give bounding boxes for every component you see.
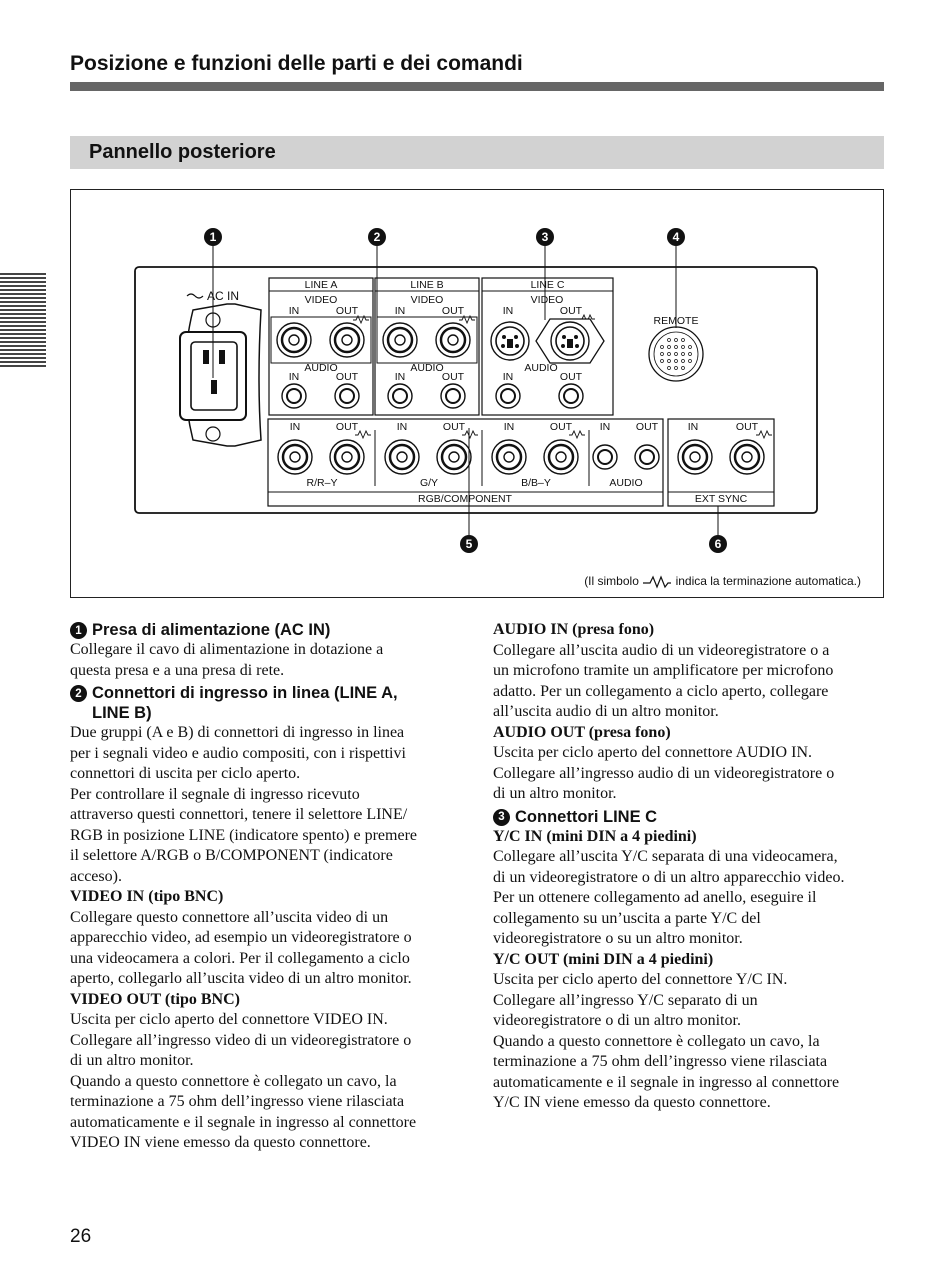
- ac-pin: [203, 350, 209, 364]
- mini-din-pin: [561, 344, 565, 348]
- remote-label: REMOTE: [653, 315, 699, 327]
- callout-number-icon: 2: [70, 685, 87, 702]
- mini-din-pin: [502, 335, 506, 339]
- paragraph-line: Per controllare il segnale di ingresso ricevuto: [70, 785, 360, 803]
- paragraph-line: all’uscita audio di un altro monitor.: [493, 703, 719, 720]
- paragraph-line: VIDEO IN viene emesso da questo connettore.: [70, 1134, 371, 1151]
- remote-pin: [689, 353, 692, 356]
- phono-ring: [598, 450, 612, 464]
- section-bar: [70, 136, 884, 169]
- bnc-pin: [290, 452, 300, 462]
- paragraph-line: collegamento su un’uscita a parte Y/C del: [493, 909, 761, 927]
- audio-out-label: OUT: [559, 371, 583, 383]
- section-heading-text: [92, 620, 330, 640]
- ext-sync-label: EXT SYNC: [694, 493, 748, 505]
- remote-pin: [682, 353, 685, 356]
- paragraph: [70, 908, 462, 990]
- paragraph-line: videoregistratore o su un altro monitor.: [493, 930, 743, 947]
- rgb-in-label: IN: [289, 421, 301, 433]
- bnc-pin: [556, 452, 566, 462]
- figure-note: [584, 574, 861, 589]
- audio-in-label: IN: [288, 371, 300, 383]
- rear-panel-figure: [70, 189, 884, 598]
- line-a-box-label: LINE A: [304, 279, 338, 291]
- mini-din-pin: [575, 344, 579, 348]
- callout-number: 6: [714, 537, 722, 552]
- bnc-pin: [397, 452, 407, 462]
- paragraph-line: un microfono tramite un amplificatore per microfono: [493, 662, 834, 679]
- paragraph-line: Collegare il cavo di alimentazione in dotazione a: [70, 641, 384, 658]
- thumb-index-tab: [0, 273, 46, 367]
- video-label: VIDEO: [530, 294, 564, 306]
- paragraph-line: aperto, collegarlo all’uscita video di un altro monitor.: [70, 970, 412, 987]
- section-heading: [70, 620, 462, 640]
- paragraph: [493, 743, 885, 805]
- remote-pin: [668, 367, 671, 370]
- remote-pin: [682, 367, 685, 370]
- video-label: VIDEO: [410, 294, 444, 306]
- paragraph-line: di un videoregistratore o di un altro apparecchio video.: [493, 868, 845, 886]
- rgb-audio-label: AUDIO: [609, 477, 643, 489]
- bnc-pin: [289, 335, 299, 345]
- paragraph-line: automaticamente e il segnale in ingresso al connettore: [493, 1073, 840, 1091]
- bnc-pin: [690, 452, 700, 462]
- callout-number: 1: [209, 230, 217, 245]
- section-heading-text: [92, 683, 398, 723]
- heading-line: LINE B): [92, 704, 152, 722]
- rgb-audio-out-label: OUT: [635, 421, 659, 433]
- heading-line: Connettori LINE C: [515, 807, 658, 826]
- paragraph-line: Quando a questo connettore è collegato un cavo, la: [493, 1032, 820, 1050]
- phono-ring: [287, 389, 301, 403]
- paragraph-line: Collegare all’uscita Y/C separata di una videocamera,: [493, 848, 838, 865]
- yc-out-label: OUT: [559, 305, 583, 317]
- section-heading: [70, 683, 462, 723]
- rgb-out-label: OUT: [335, 421, 359, 433]
- paragraph-line: attraverso questi connettori, tenere il selettore LINE/: [70, 806, 408, 823]
- video-in-label: IN: [288, 305, 300, 317]
- section-heading-text: [515, 807, 657, 827]
- rear-panel-diagram: [71, 190, 883, 597]
- paragraph: [493, 847, 885, 950]
- paragraph: [493, 641, 885, 723]
- rgb-out-label: OUT: [442, 421, 466, 433]
- callout-number-icon: 3: [493, 809, 510, 826]
- paragraph-line: Uscita per ciclo aperto del connettore Y/C IN.: [493, 971, 788, 988]
- phono-ring: [340, 389, 354, 403]
- paragraph-line: Due gruppi (A e B) di connettori di ingresso in linea: [70, 724, 405, 741]
- remote-pin: [668, 339, 671, 342]
- yc-in-label: IN: [502, 305, 514, 317]
- remote-pin: [675, 353, 678, 356]
- ac-pin: [219, 350, 225, 364]
- paragraph-line: connettori di uscita per ciclo aperto.: [70, 765, 301, 782]
- video-out-label: OUT: [441, 305, 465, 317]
- paragraph-line: adatto. Per un collegamento a ciclo aperto, collegare: [493, 682, 829, 700]
- audio-in-label: IN: [502, 371, 514, 383]
- paragraph-line: di un altro monitor.: [70, 1052, 194, 1069]
- paragraph: [493, 970, 885, 1114]
- paragraph-line: Collegare all’ingresso video di un videoregistratore o: [70, 1031, 412, 1049]
- remote-pin: [661, 346, 664, 349]
- rgb-audio-in-label: IN: [599, 421, 611, 433]
- callout-number: 3: [541, 230, 549, 245]
- mini-din-pin: [514, 335, 518, 339]
- remote-pin: [675, 339, 678, 342]
- bnc-pin: [342, 452, 352, 462]
- subheading: Y/C IN (mini DIN a 4 piedini): [493, 827, 697, 845]
- heading-line: Presa di alimentazione (AC IN): [92, 621, 331, 639]
- paragraph-line: Collegare all’ingresso Y/C separato di un: [493, 991, 758, 1009]
- ac-in-label: AC IN: [207, 289, 240, 303]
- remote-pin: [675, 367, 678, 370]
- audio-in-label: IN: [394, 371, 406, 383]
- bnc-pin: [504, 452, 514, 462]
- screw-icon: [206, 427, 220, 441]
- paragraph-line: apparecchio video, ad esempio un videoregistratore o: [70, 929, 412, 946]
- heading-line: Connettori di ingresso in linea (LINE A,: [92, 684, 398, 702]
- figure-note-before: (Il simbolo: [584, 574, 639, 588]
- ac-inlet-inner: [191, 342, 237, 410]
- subheading: AUDIO IN (presa fono): [493, 621, 655, 638]
- phono-ring: [564, 389, 578, 403]
- mini-din-key: [507, 339, 513, 348]
- left-column: [70, 620, 462, 1154]
- audio-label: AUDIO: [524, 362, 558, 374]
- phono-ring: [640, 450, 654, 464]
- paragraph-line: questa presa e a una presa di rete.: [70, 661, 285, 679]
- ext-sync-in-label: IN: [687, 421, 699, 433]
- paragraph-line: Per un ottenere collegamento ad anello, eseguire il: [493, 889, 817, 906]
- section-title: Pannello posteriore: [89, 141, 276, 163]
- audio-label: AUDIO: [304, 362, 338, 374]
- section-heading: [493, 807, 885, 827]
- remote-pin: [689, 360, 692, 363]
- audio-out-label: OUT: [335, 371, 359, 383]
- paragraph: [70, 640, 462, 681]
- bnc-pin: [742, 452, 752, 462]
- paragraph-line: per i segnali video e audio compositi, con i rispettivi: [70, 744, 406, 762]
- rgb-channel-label: B/B–Y: [521, 477, 551, 489]
- paragraph: [70, 723, 462, 887]
- title-rule: [70, 82, 884, 91]
- subheading: VIDEO OUT (tipo BNC): [70, 990, 240, 1008]
- remote-pin: [682, 346, 685, 349]
- remote-pin: [682, 360, 685, 363]
- ac-pin: [211, 380, 217, 394]
- paragraph-line: Collegare all’ingresso audio di un videoregistratore o: [493, 764, 835, 782]
- phono-ring: [393, 389, 407, 403]
- remote-pin: [661, 360, 664, 363]
- phono-ring: [446, 389, 460, 403]
- paragraph-line: videoregistratore o di un altro monitor.: [493, 1012, 741, 1029]
- paragraph-line: di un altro monitor.: [493, 785, 617, 802]
- paragraph-line: Uscita per ciclo aperto del connettore VIDEO IN.: [70, 1011, 388, 1028]
- bnc-pin: [449, 452, 459, 462]
- rgb-channel-label: R/R–Y: [306, 477, 338, 489]
- subheading: VIDEO IN (tipo BNC): [70, 888, 224, 905]
- ext-sync-out-label: OUT: [735, 421, 759, 433]
- page-title: Posizione e funzioni delle parti e dei comandi: [70, 52, 523, 75]
- callout-number: 2: [373, 230, 381, 245]
- audio-out-label: OUT: [441, 371, 465, 383]
- rgb-out-label: OUT: [549, 421, 573, 433]
- termination-symbol-icon: [642, 575, 672, 589]
- mini-din-key: [567, 339, 573, 348]
- paragraph-line: terminazione a 75 ohm dell’ingresso viene rilasciata: [493, 1053, 828, 1070]
- remote-pin: [682, 339, 685, 342]
- bnc-pin: [342, 335, 352, 345]
- rgb-in-label: IN: [503, 421, 515, 433]
- figure-note-after: indica la terminazione automatica.): [675, 574, 861, 588]
- paragraph-line: Y/C IN viene emesso da questo connettore.: [493, 1094, 771, 1111]
- mini-din-pin: [501, 344, 505, 348]
- video-in-label: IN: [394, 305, 406, 317]
- callout-number-icon: 1: [70, 622, 87, 639]
- remote-pin: [661, 353, 664, 356]
- paragraph-line: terminazione a 75 ohm dell’ingresso viene rilasciata: [70, 1093, 405, 1110]
- paragraph-line: Collegare questo connettore all’uscita video di un: [70, 908, 389, 926]
- paragraph: [70, 1010, 462, 1154]
- paragraph-line: il selettore A/RGB o B/COMPONENT (indicatore: [70, 847, 393, 864]
- rgb-in-label: IN: [396, 421, 408, 433]
- paragraph-line: RGB in posizione LINE (indicatore spento) e premere: [70, 826, 417, 844]
- mini-din-pin: [515, 344, 519, 348]
- phono-ring: [501, 389, 515, 403]
- paragraph-line: una videocamera a colori. Per il collegamento a ciclo: [70, 949, 410, 967]
- remote-pin: [668, 346, 671, 349]
- paragraph-line: Uscita per ciclo aperto del connettore AUDIO IN.: [493, 744, 812, 761]
- subheading: AUDIO OUT (presa fono): [493, 723, 671, 741]
- page-number: 26: [70, 1226, 92, 1247]
- remote-pin: [668, 353, 671, 356]
- remote-pin: [689, 346, 692, 349]
- mini-din-pin: [574, 335, 578, 339]
- remote-pin: [675, 360, 678, 363]
- callout-number: 4: [672, 230, 680, 245]
- paragraph-line: acceso).: [70, 867, 122, 885]
- line-b-box-label: LINE B: [410, 279, 444, 291]
- remote-pin: [668, 360, 671, 363]
- bnc-pin: [448, 335, 458, 345]
- video-out-label: OUT: [335, 305, 359, 317]
- bnc-pin: [395, 335, 405, 345]
- paragraph-line: Collegare all’uscita audio di un videoregistratore o a: [493, 641, 830, 659]
- mini-din-pin: [562, 335, 566, 339]
- remote-pin: [675, 346, 678, 349]
- paragraph-line: Quando a questo connettore è collegato un cavo, la: [70, 1072, 397, 1090]
- audio-label: AUDIO: [410, 362, 444, 374]
- paragraph-line: automaticamente e il segnale in ingresso al connettore: [70, 1113, 417, 1131]
- right-column: [493, 620, 885, 1114]
- rgb-component-label: RGB/COMPONENT: [418, 493, 512, 505]
- callout-number: 5: [465, 537, 473, 552]
- line-c-box-label: LINE C: [530, 279, 565, 291]
- subheading: Y/C OUT (mini DIN a 4 piedini): [493, 950, 714, 968]
- rgb-channel-label: G/Y: [419, 477, 439, 489]
- video-label: VIDEO: [304, 294, 338, 306]
